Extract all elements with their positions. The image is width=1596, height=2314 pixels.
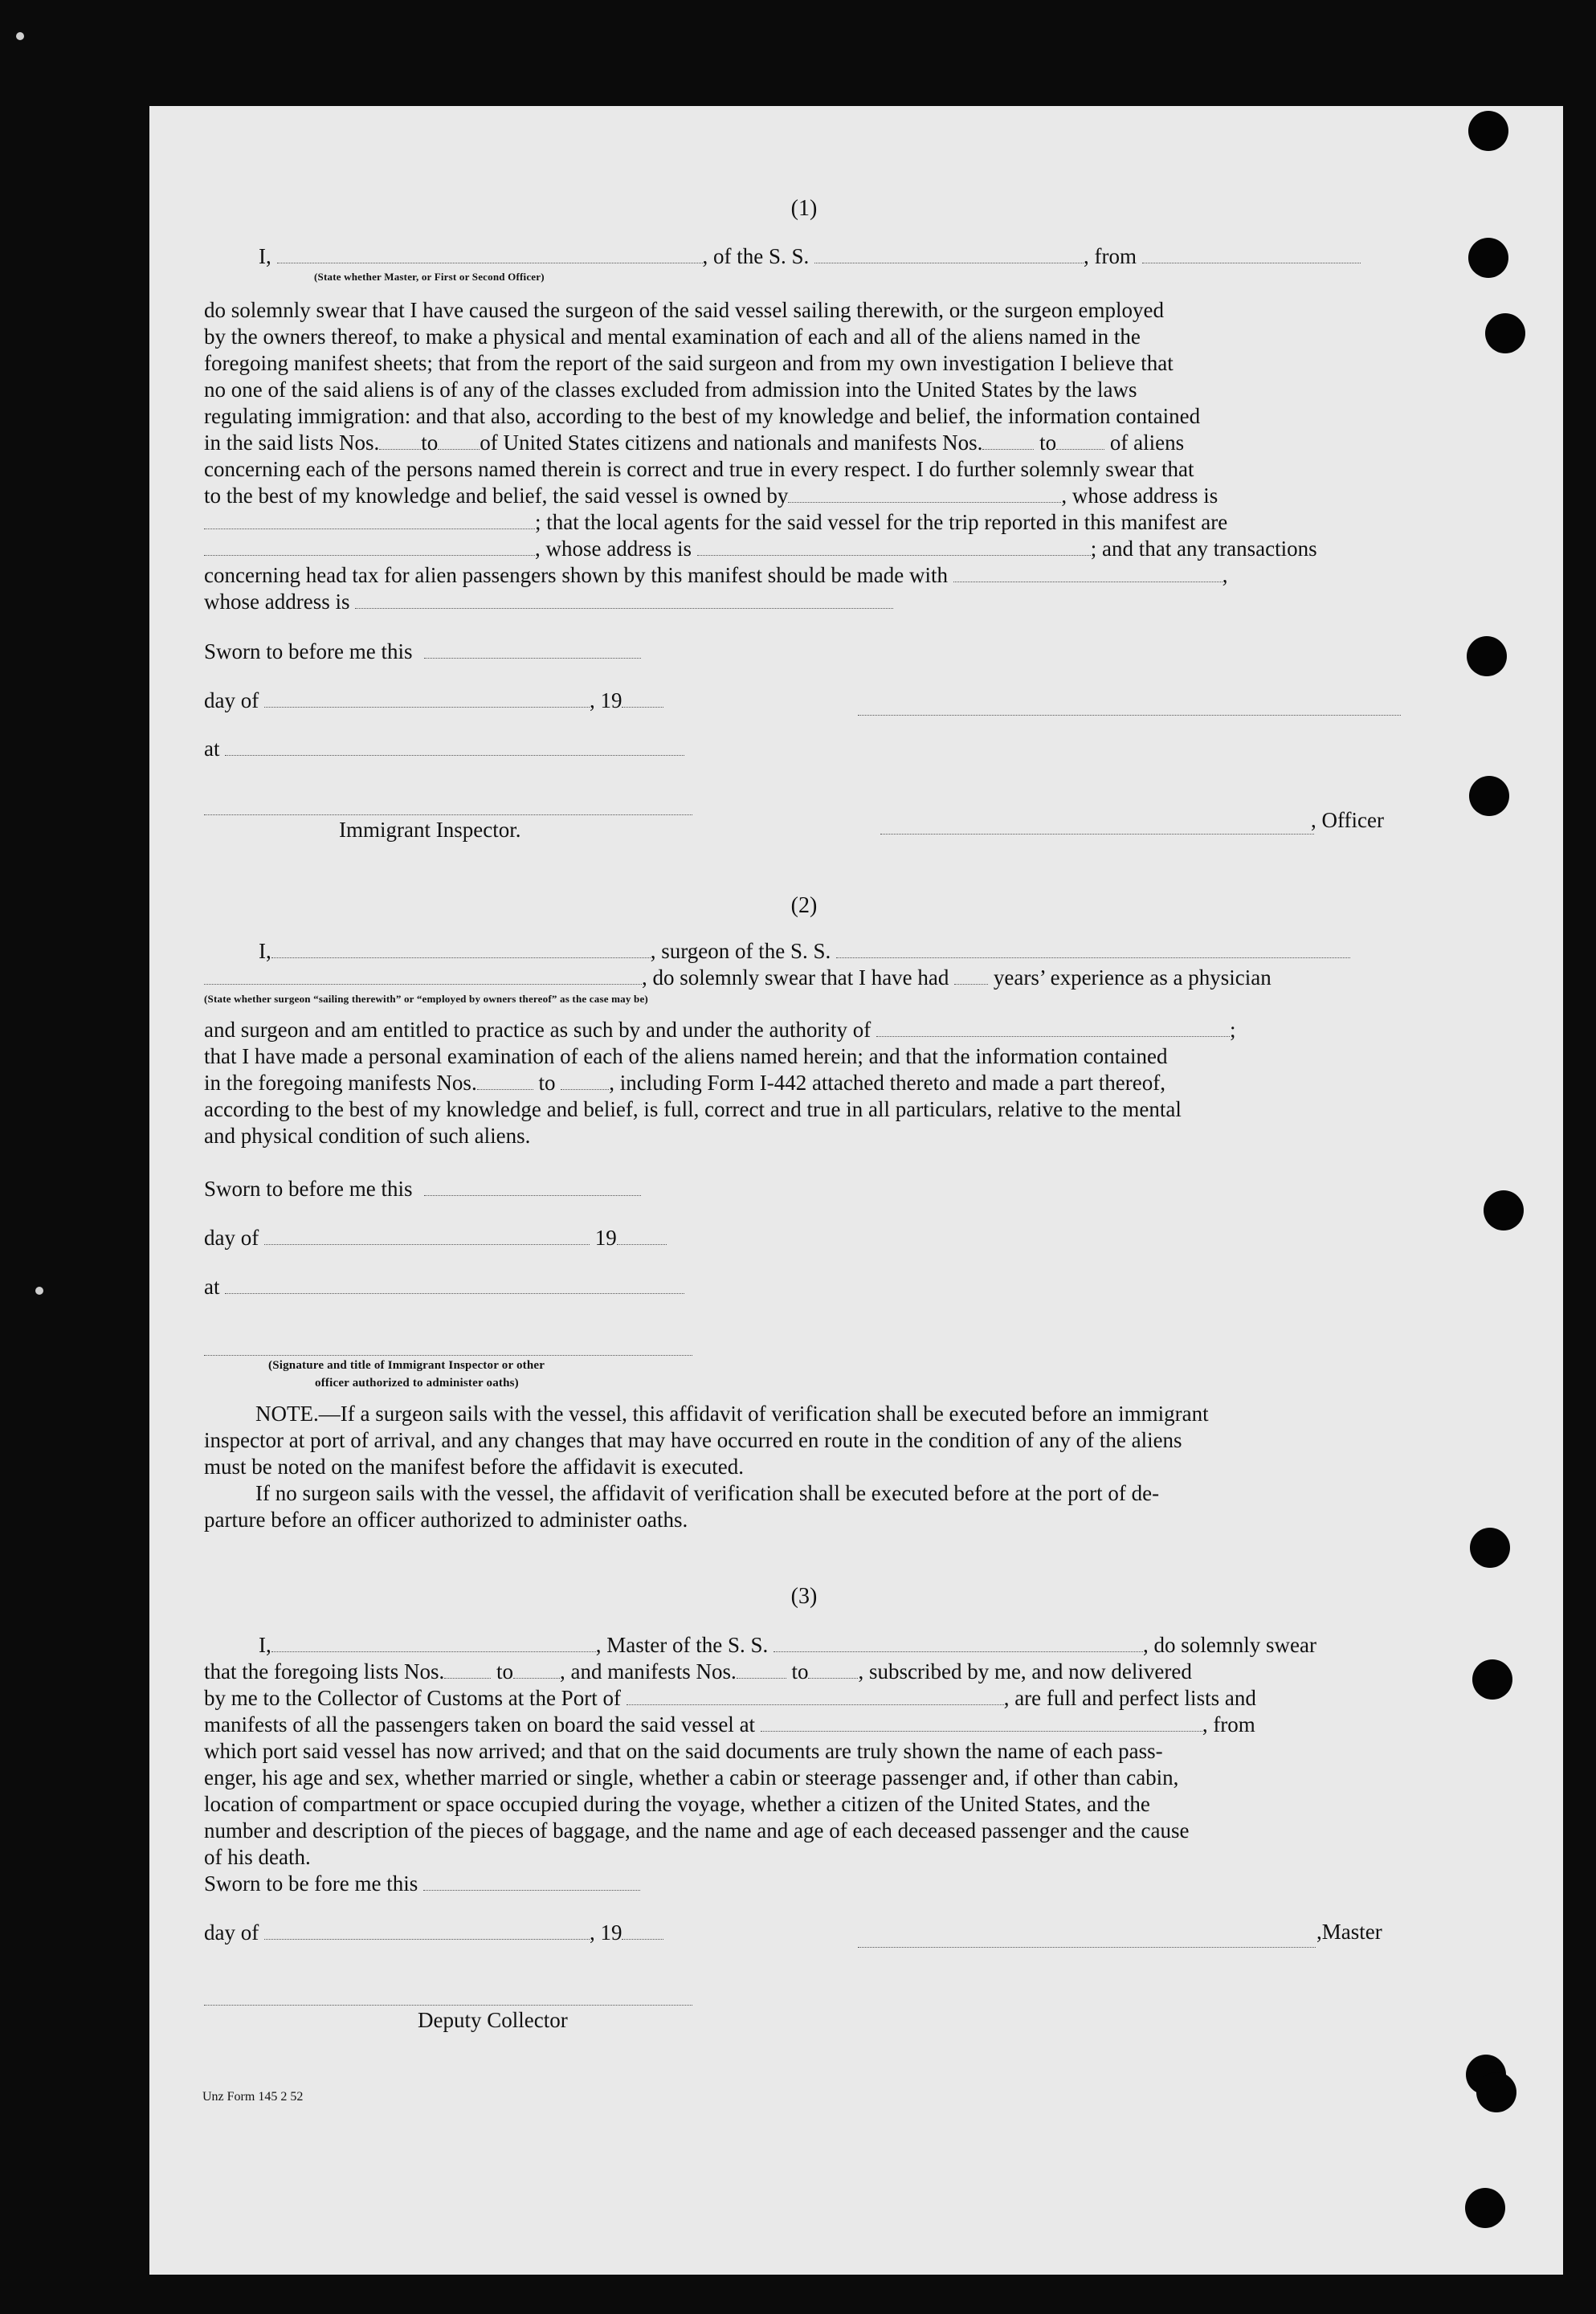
manifests-to-field[interactable] — [1056, 431, 1104, 450]
section-2-exam: that I have made a personal examination of each of the aliens named herein; and that the information contained — [204, 1044, 1168, 1068]
scan-speck — [16, 32, 24, 40]
section-2-day-of: day of 19 — [204, 1225, 1401, 1251]
officer-signature-line[interactable] — [858, 713, 1401, 716]
master-signature-line[interactable] — [858, 1945, 1316, 1948]
note-line-3: must be noted on the manifest before the affidavit is executed. — [204, 1455, 745, 1479]
officer-title-field[interactable] — [277, 245, 703, 263]
binder-hole — [1476, 2072, 1516, 2112]
surgeon-manifest-from-field[interactable] — [477, 1071, 533, 1090]
section-1-headtax-line: concerning head tax for alien passengers shown by this manifest should be made with , — [204, 563, 1228, 587]
section-2-manifests: in the foregoing manifests Nos. to , including Form I-442 attached thereto and made a part thereof, — [204, 1071, 1165, 1095]
port-from-field[interactable] — [1142, 245, 1361, 263]
section-1-owned-line: to the best of my knowledge and belief, the said vessel is owned by , whose address is — [204, 484, 1218, 508]
place-field-2[interactable] — [225, 1275, 684, 1294]
note-line-2: inspector at port of arrival, and any changes that may have occurred en route in the condition of any of the aliens — [204, 1428, 1182, 1452]
surgeon-manifest-to-field[interactable] — [561, 1071, 609, 1090]
sworn-date-field[interactable] — [424, 640, 641, 659]
officer-label: , Officer — [1311, 808, 1384, 832]
agents-field[interactable] — [204, 537, 535, 556]
section-1-body-5: regulating immigration: and that also, according to the best of my knowledge and belief, the information contained — [204, 404, 1201, 428]
section-2-at: at — [204, 1274, 1401, 1300]
section-1-number: (1) — [790, 196, 818, 221]
binder-hole — [1485, 313, 1525, 353]
vessel-name-field-2[interactable] — [836, 940, 1350, 958]
signature-note-1: (Signature and title of Immigrant Inspector or other — [268, 1359, 545, 1372]
binder-hole — [1465, 2188, 1505, 2228]
inspector-signature-line-2[interactable] — [204, 1353, 692, 1356]
sworn-date-field-3[interactable] — [423, 1872, 640, 1891]
section-1-body-4: no one of the said aliens is of any of the classes excluded from admission into the United States by the laws — [204, 378, 1137, 402]
section-1-at: at — [204, 736, 1401, 762]
section-3-line-2: that the foregoing lists Nos. to , and manifests Nos. to , subscribed by me, and now delivered — [204, 1659, 1192, 1683]
deputy-signature-line[interactable] — [204, 2003, 692, 2006]
signature-note-2: officer authorized to administer oaths) — [315, 1377, 519, 1390]
boarding-port-field[interactable] — [761, 1713, 1202, 1732]
section-1-title-note: (State whether Master, or First or Second Officer) — [314, 271, 545, 283]
section-3-line-1: I, , Master of the S. S. , do solemnly swear — [259, 1633, 1316, 1657]
year-field[interactable] — [622, 689, 663, 708]
section-1-sworn: Sworn to before me this — [204, 639, 1401, 665]
section-1-body-3: foregoing manifest sheets; that from the report of the said surgeon and from my own investigation I believe that — [204, 351, 1174, 375]
scan-speck — [35, 1287, 43, 1295]
binder-hole — [1484, 1190, 1524, 1230]
binder-hole — [1470, 1528, 1510, 1568]
master-lists-to-field[interactable] — [513, 1660, 560, 1679]
place-field[interactable] — [225, 737, 684, 756]
inspector-label: Immigrant Inspector. — [339, 818, 521, 842]
section-3-line-4: manifests of all the passengers taken on board the said vessel at , from — [204, 1712, 1255, 1737]
master-label: ,Master — [1316, 1920, 1382, 1944]
binder-hole — [1467, 636, 1507, 676]
section-3-body-2: enger, his age and sex, whether married or single, whether a cabin or steerage passenger and, if other than cabin, — [204, 1765, 1179, 1790]
month-field-2[interactable] — [264, 1226, 590, 1245]
port-of-field[interactable] — [627, 1687, 1004, 1705]
master-lists-from-field[interactable] — [444, 1660, 491, 1679]
form-page — [149, 106, 1563, 2275]
section-2-status-note: (State whether surgeon “sailing therewith” or “employed by owners thereof” as the case may be) — [204, 993, 648, 1005]
owner-field[interactable] — [788, 484, 1061, 503]
binder-hole — [1468, 111, 1508, 151]
authority-field[interactable] — [876, 1018, 1230, 1037]
section-1-line-1: I, , of the S. S. , from — [204, 243, 1401, 270]
vessel-name-field-3[interactable] — [774, 1634, 1143, 1652]
binder-hole — [1469, 776, 1509, 816]
section-2-authority: and surgeon and am entitled to practice as such by and under the authority of ; — [204, 1018, 1236, 1042]
section-1-body-2: by the owners thereof, to make a physical and mental examination of each and all of the aliens named in the — [204, 324, 1141, 349]
section-2-line-1: I, , surgeon of the S. S. — [204, 938, 1401, 965]
section-2-number: (2) — [790, 893, 818, 918]
section-1-body-1: do solemnly swear that I have caused the surgeon of the said vessel sailing therewith, or the surgeon employed — [204, 298, 1164, 322]
form-number: Unz Form 145 2 52 — [202, 2090, 304, 2104]
section-1-whose-line: whose address is — [204, 589, 1401, 615]
master-name-field[interactable] — [271, 1634, 596, 1652]
section-3-body-3: location of compartment or space occupied during the voyage, whether a citizen of the United States, and the — [204, 1792, 1150, 1816]
sworn-date-field-2[interactable] — [424, 1177, 641, 1196]
inspector-signature-line[interactable] — [204, 813, 692, 815]
section-1-address-line: , whose address is ; and that any transactions — [204, 536, 1401, 562]
officer-name-line[interactable] — [880, 832, 1314, 835]
manifests-from-field[interactable] — [982, 431, 1034, 450]
headtax-address-field[interactable] — [355, 590, 893, 609]
section-1-concerning: concerning each of the persons named therein is correct and true in every respect. I do further solemnly swear that — [204, 457, 1194, 481]
headtax-party-field[interactable] — [953, 564, 1223, 582]
month-field-3[interactable] — [264, 1921, 590, 1940]
section-3-body-4: number and description of the pieces of baggage, and the name and age of each deceased passenger and the cause — [204, 1818, 1190, 1843]
section-3-number: (3) — [790, 1584, 818, 1609]
section-3-day-of: day of , 19 — [204, 1920, 1401, 1946]
month-field[interactable] — [264, 689, 590, 708]
years-field[interactable] — [954, 966, 988, 985]
deputy-label: Deputy Collector — [418, 2008, 568, 2032]
year-field-3[interactable] — [622, 1921, 663, 1940]
section-2-condition: and physical condition of such aliens. — [204, 1124, 531, 1148]
section-3-line-3: by me to the Collector of Customs at the Port of , are full and perfect lists and — [204, 1686, 1256, 1710]
vessel-name-field[interactable] — [814, 245, 1084, 263]
section-3-sworn: Sworn to be fore me this — [204, 1871, 1401, 1897]
section-3-body-1: which port said vessel has now arrived; and that on the said documents are truly shown the name of each pass- — [204, 1739, 1163, 1763]
lists-to-field[interactable] — [438, 431, 480, 450]
lists-from-field[interactable] — [379, 431, 421, 450]
agents-address-field[interactable] — [697, 537, 1091, 556]
year-field-2[interactable] — [617, 1226, 667, 1245]
section-2-belief: according to the best of my knowledge and belief, is full, correct and true in all particulars, relative to the mental — [204, 1097, 1182, 1121]
owner-address-field[interactable] — [204, 511, 535, 529]
surgeon-status-field[interactable] — [204, 966, 642, 985]
note-line-5: parture before an officer authorized to administer oaths. — [204, 1508, 688, 1532]
master-manifests-from-field[interactable] — [737, 1660, 786, 1679]
section-2-line-2: , do solemnly swear that I have had years’ experience as a physician — [204, 965, 1401, 991]
section-3-body-5: of his death. — [204, 1845, 311, 1869]
binder-hole — [1468, 238, 1508, 278]
surgeon-name-field[interactable] — [271, 940, 651, 958]
section-2-sworn: Sworn to before me this — [204, 1176, 1401, 1202]
section-1-day-of: day of , 19 — [204, 688, 1401, 714]
section-1-agents-line: ; that the local agents for the said vessel for the trip reported in this manifest are — [204, 509, 1401, 536]
section-1-lists-line: in the said lists Nos. to of United States citizens and nationals and manifests Nos. to of aliens — [204, 431, 1185, 455]
note-line-1: NOTE.—If a surgeon sails with the vessel, this affidavit of verification shall be executed before an immigrant — [255, 1402, 1209, 1426]
binder-hole — [1472, 1659, 1512, 1700]
note-line-4: If no surgeon sails with the vessel, the affidavit of verification shall be executed before at the port of de- — [255, 1481, 1160, 1505]
master-manifests-to-field[interactable] — [808, 1660, 858, 1679]
